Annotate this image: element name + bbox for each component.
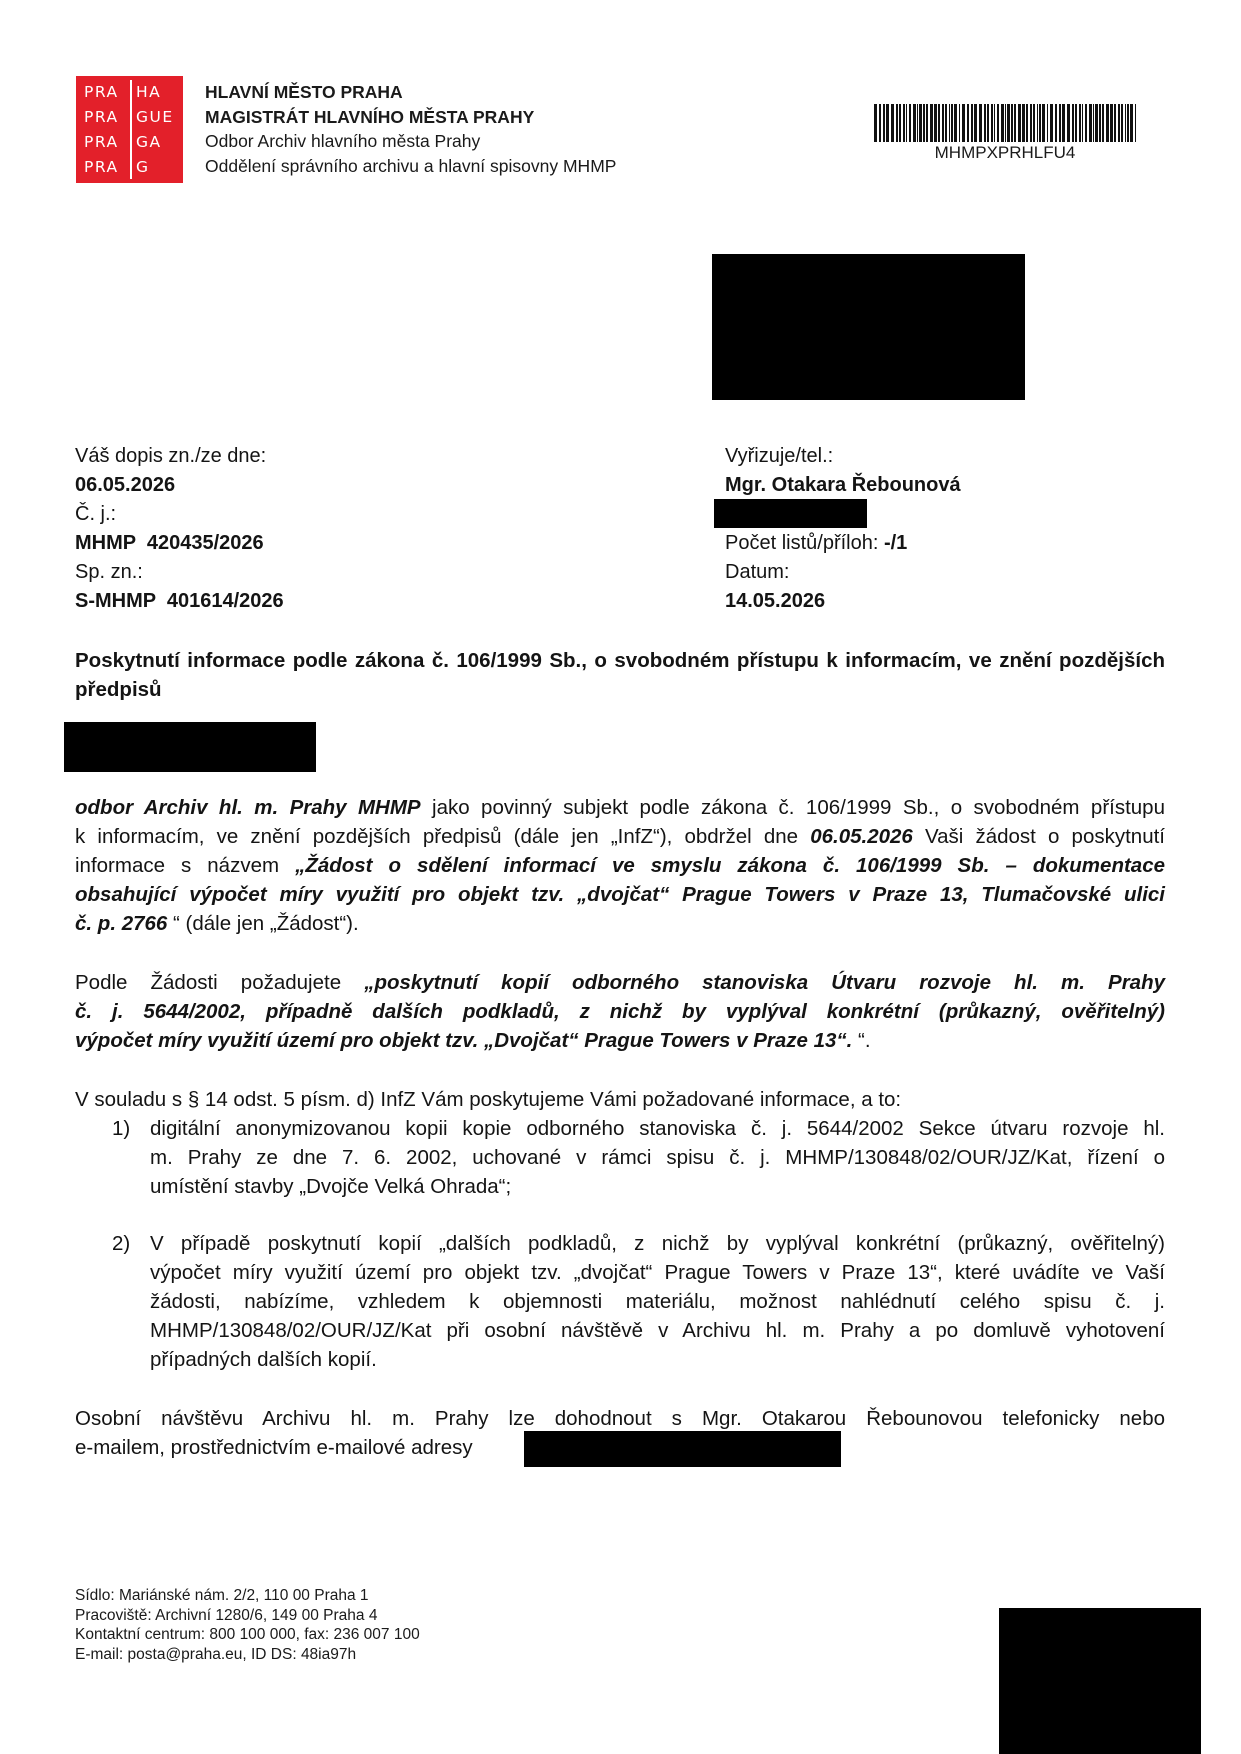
letter-date-label: Váš dopis zn./ze dne:	[75, 445, 267, 467]
logo-row	[76, 130, 183, 154]
text-span: informace s názvem	[75, 854, 296, 877]
paragraph-visit	[75, 1404, 1165, 1462]
text-line: výpočet míry využití území pro objekt tzv. „dvojčat“ Prague Towers v Praze 13“, které uvádíte ve Vaší	[150, 1261, 1165, 1284]
sheets-label: Počet listů/příloh:	[725, 532, 884, 554]
phone-slot	[725, 500, 961, 529]
org-name: HLAVNÍ MĚSTO PRAHA	[205, 82, 403, 102]
barcode-bar	[1135, 104, 1136, 142]
barcode-bar	[1095, 104, 1098, 142]
letter-subject: Poskytnutí informace podle zákona č. 106/1999 Sb., o svobodném přístupu k informacím, ve znění pozdějších předpisů	[75, 649, 1165, 701]
barcode-bar	[1055, 104, 1057, 142]
request-title: „Žádost o sdělení informací ve smyslu zákona č. 106/1999 Sb. – dokumentace	[295, 854, 1165, 877]
barcode-bar	[919, 104, 922, 142]
barcode-bar	[1047, 104, 1048, 142]
redacted-address	[712, 254, 1025, 400]
list-item	[150, 1114, 1165, 1201]
text-span: Podle Žádosti požadujete	[75, 971, 365, 994]
barcode-bar	[967, 104, 969, 142]
text-line: MHMP/130848/02/OUR/JZ/Kat při osobní návštěvě v Archivu hl. m. Prahy a po domluvě vyhotovení	[150, 1319, 1165, 1342]
date-label: Datum:	[725, 561, 790, 583]
barcode-bar	[938, 104, 940, 142]
barcode-bar	[945, 104, 947, 142]
spzn-value: S-MHMP 401614/2026	[75, 590, 284, 612]
letter-date-value: 06.05.2026	[75, 474, 176, 496]
barcode-bar	[1005, 104, 1006, 142]
list-item	[150, 1229, 1165, 1374]
footer-email: E-mail: posta@praha.eu, ID DS: 48ia97h	[75, 1645, 357, 1663]
barcode-bar	[923, 104, 925, 142]
footer-contact-center: Kontaktní centrum: 800 100 000, fax: 236 007 100	[75, 1626, 420, 1643]
barcode-bar	[930, 104, 933, 142]
list-number: 2)	[112, 1232, 131, 1255]
letterhead	[205, 80, 616, 178]
barcode-bar	[1050, 104, 1053, 142]
text-line	[75, 909, 1165, 938]
barcode-bar	[1037, 104, 1038, 142]
barcode-bar	[1039, 104, 1041, 142]
reference-right	[725, 442, 961, 616]
barcode-bar	[954, 104, 957, 142]
text-line: e-mailem, prostřednictvím e-mailové adresy	[75, 1436, 473, 1459]
text-line: digitální anonymizovanou kopii kopie odborného stanoviska č. j. 5644/2002 Sekce útvaru rozvoje hl.	[150, 1117, 1165, 1140]
barcode-bar	[971, 104, 973, 142]
text-line: V souladu s § 14 odst. 5 písm. d) InfZ Vám poskytujeme Vámi požadované informace, a to:	[75, 1088, 902, 1111]
barcode-bar	[903, 104, 905, 142]
footer-seat: Sídlo: Mariánské nám. 2/2, 110 00 Praha 1	[75, 1587, 369, 1604]
barcode-bar	[909, 104, 911, 142]
barcode-bar	[1011, 104, 1013, 142]
barcode-bar	[1106, 104, 1109, 142]
barcode-bar	[1118, 104, 1120, 142]
logo-text: PRA	[84, 108, 119, 126]
barcode-bar	[1072, 104, 1074, 142]
text-line: m. Prahy ze dne 7. 6. 2002, uchované v rámci spisu č. j. MHMP/130848/02/OUR/JZ/Kat, řízení o	[150, 1146, 1165, 1169]
barcode-bar	[991, 104, 993, 142]
barcode-bar	[1026, 104, 1028, 142]
barcode-bar	[1082, 104, 1083, 142]
footer-workplace: Pracoviště: Archivní 1280/6, 149 00 Praha 4	[75, 1606, 378, 1624]
text-line: Osobní návštěvu Archivu hl. m. Prahy lze dohodnout s Mgr. Otakarou Řebounovou telefonicky nebo	[75, 1407, 1165, 1430]
cj-label: Č. j.:	[75, 503, 117, 525]
paragraph-requested	[75, 968, 1165, 1055]
barcode-bar	[891, 104, 894, 142]
magistrate-name: MAGISTRÁT HLAVNÍHO MĚSTA PRAHY	[205, 106, 535, 127]
barcode-bar	[934, 104, 937, 142]
text-line	[75, 851, 1165, 880]
handler-label: Vyřizuje/tel.:	[725, 445, 834, 467]
footer-contacts	[75, 1586, 420, 1664]
department-name: Odbor Archiv hlavního města Prahy	[205, 131, 481, 151]
text-line	[75, 968, 1165, 997]
barcode-bar	[949, 104, 950, 142]
logo-row	[76, 105, 183, 129]
requested-text: „poskytnutí kopií odborného stanoviska Útvaru rozvoje hl. m. Prahy	[364, 971, 1165, 994]
barcode-bar	[987, 104, 989, 142]
barcode-bar	[886, 104, 889, 142]
barcode-bar	[1018, 104, 1021, 142]
paragraph-decision-intro	[75, 1085, 1165, 1114]
logo-text: G	[136, 158, 150, 176]
barcode-bar	[951, 104, 953, 142]
barcode-bar	[913, 104, 916, 142]
logo-text: HA	[136, 83, 162, 101]
barcode-bar	[883, 104, 885, 142]
text-line	[75, 793, 1165, 822]
text-span: Vaši žádost o poskytnutí	[912, 825, 1165, 848]
barcode-bar	[1001, 104, 1004, 142]
barcode-bar	[1067, 104, 1070, 142]
cj-value: MHMP 420435/2026	[75, 532, 264, 554]
text-span: “.	[852, 1029, 871, 1052]
logo-row	[76, 80, 183, 104]
logo-text: GUE	[136, 108, 174, 126]
received-date: 06.05.2026	[810, 825, 913, 848]
request-title: č. p. 2766	[75, 912, 168, 935]
barcode-bar	[1030, 104, 1032, 142]
text-line	[75, 880, 1165, 909]
sheets-row	[725, 529, 961, 558]
section-name: Oddělení správního archivu a hlavní spisovny MHMP	[205, 155, 617, 176]
text-line: V případě poskytnutí kopií „dalších podkladů, z nichž by vyplýval konkrétní (průkazný, ověřitelný)	[150, 1232, 1165, 1255]
text-line	[75, 822, 1165, 851]
text-line: umístění stavby „Dvojče Velká Ohrada“;	[150, 1175, 512, 1198]
department-bold: odbor Archiv hl. m. Prahy MHMP	[75, 796, 421, 819]
logo-text: PRA	[84, 133, 119, 151]
text-line: žádosti, nabízíme, vzhledem k objemnosti materiálu, možnost nahlédnutí celého spisu č. j.	[150, 1290, 1165, 1313]
barcode-bar	[1022, 104, 1025, 142]
barcode-bar	[1114, 104, 1116, 142]
barcode-bar	[979, 104, 982, 142]
text-line	[75, 997, 1165, 1026]
barcode-bar	[1099, 104, 1101, 142]
barcode-bar	[1110, 104, 1113, 142]
handler-value: Mgr. Otakara Řebounová	[725, 474, 961, 496]
requested-text: výpočet míry využití území pro objekt tzv. „Dvojčat“ Prague Towers v Praze 13“.	[75, 1029, 853, 1052]
barcode-bar	[1033, 104, 1035, 142]
text-span: jako povinný subjekt podle zákona č. 106/1999 Sb., o svobodném přístupu	[420, 796, 1165, 819]
barcode-bar	[906, 104, 907, 142]
spzn-label: Sp. zn.:	[75, 561, 143, 583]
barcode-bar	[874, 104, 877, 142]
barcode-bar	[926, 104, 928, 142]
barcode-bar	[1127, 104, 1129, 142]
barcode-bar	[1059, 104, 1061, 142]
barcode-bar	[1089, 104, 1092, 142]
barcode-bar	[1079, 104, 1081, 142]
barcode-bar	[942, 104, 944, 142]
barcode-bar	[1075, 104, 1077, 142]
barcode-bar	[1062, 104, 1065, 142]
barcode-bar	[879, 104, 881, 142]
barcode-bar	[1093, 104, 1094, 142]
barcode-bar	[1130, 104, 1133, 142]
text-line	[75, 1026, 1165, 1055]
redacted-signature	[999, 1608, 1201, 1754]
barcode-bar	[1102, 104, 1104, 142]
logo-text: GA	[136, 133, 162, 151]
text-span: k informacím, ve znění pozdějších předpisů (dále jen „InfZ“), obdržel dne	[75, 825, 811, 848]
barcode-bar	[1007, 104, 1010, 142]
barcode-bar	[997, 104, 999, 142]
barcode-bar	[984, 104, 986, 142]
barcode-bar	[994, 104, 995, 142]
barcode-bar	[974, 104, 977, 142]
paragraph-request-received	[75, 793, 1165, 938]
date-value: 14.05.2026	[725, 590, 826, 612]
barcode-bar	[899, 104, 901, 142]
redacted-salutation	[64, 722, 316, 772]
barcode-bar	[1085, 104, 1087, 142]
text-span: “ (dále jen „Žádost“).	[167, 912, 359, 935]
sheets-value: -/1	[883, 532, 908, 554]
reference-left	[75, 442, 284, 616]
barcode-bar	[962, 104, 965, 142]
prague-logo	[76, 76, 183, 183]
barcode-bar	[1121, 104, 1123, 142]
logo-row	[76, 155, 183, 179]
barcode-bar	[1125, 104, 1126, 142]
text-line: případných dalších kopií.	[150, 1348, 377, 1371]
barcode-code: MHMPXPRHLFU4	[934, 143, 1076, 162]
barcode-bar	[917, 104, 918, 142]
request-title: obsahující výpočet míry využití pro objekt tzv. „dvojčat“ Prague Towers v Praze 13, Tlumačovské ulici	[75, 883, 1165, 906]
barcode-bar	[896, 104, 898, 142]
barcode-bar	[959, 104, 960, 142]
barcode-image	[874, 104, 1136, 142]
requested-text: č. j. 5644/2002, případně dalších podkladů, z nichž by vyplýval konkrétní (průkazný, ověřitelný)	[75, 1000, 1165, 1023]
logo-text: PRA	[84, 158, 119, 176]
barcode-bar	[1042, 104, 1045, 142]
logo-text: PRA	[84, 83, 119, 101]
barcode-bar	[1014, 104, 1016, 142]
list-number: 1)	[112, 1117, 131, 1140]
